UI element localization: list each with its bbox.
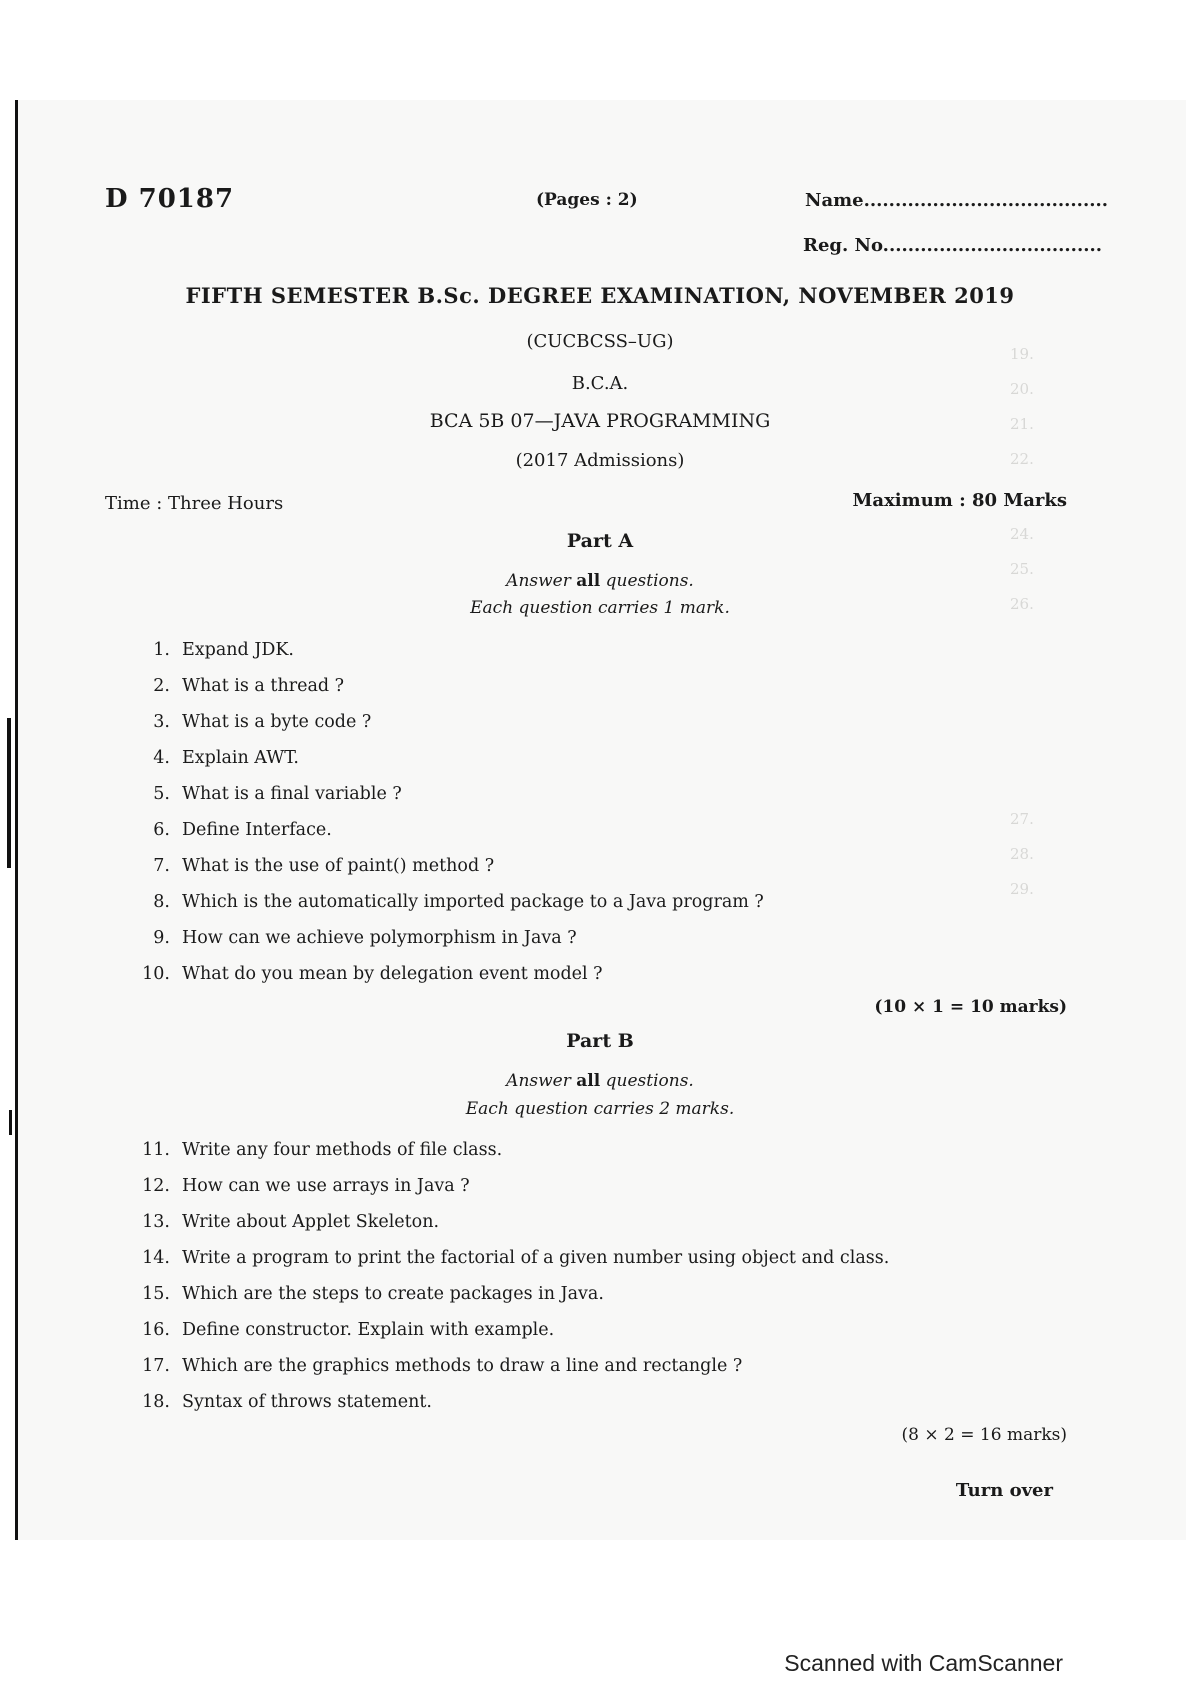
scan-edge-line [15,100,18,1540]
question [120,1140,502,1160]
question-text: Expand JDK. [182,640,294,660]
question-text: How can we achieve polymorphism in Java ? [182,928,577,948]
question [120,712,371,732]
maximum-marks: Maximum : 80 Marks [852,490,1067,511]
question [120,1248,889,1268]
question-number: 1. [153,640,170,660]
name-field: Name....................................... [805,190,1109,211]
admissions: (2017 Admissions) [515,450,685,471]
page-count: (Pages : 2) [536,190,638,210]
question-text: Syntax of throws statement. [182,1392,432,1412]
question-text: Write any four methods of file class. [182,1140,503,1160]
instruction-questions: questions. [605,1071,694,1091]
question-number: 5. [153,784,170,804]
question [120,1320,554,1340]
part-b-instruction [0,1071,1200,1091]
instruction-questions: questions. [605,571,694,591]
question [120,1284,604,1304]
part-a-instruction [0,571,1200,591]
question-text: What is the use of paint() method ? [182,856,495,876]
instruction-all: all [576,1071,601,1091]
instruction-answer: Answer [506,571,571,591]
question-number: 4. [153,748,170,768]
question-number: 18. [142,1392,170,1412]
question-number: 14. [142,1248,170,1268]
question-number: 6. [153,820,170,840]
part-a-title: Part A [566,530,634,552]
question [120,1176,470,1196]
question-number: 16. [142,1320,170,1340]
question-number: 15. [142,1284,170,1304]
question [120,748,299,768]
question-number: 9. [153,928,170,948]
question [120,892,764,912]
reg-no-field: Reg. No................................... [803,235,1103,256]
question-text: Explain AWT. [182,748,299,768]
question [120,928,577,948]
course-title: BCA 5B 07—JAVA PROGRAMMING [429,410,771,432]
question-text: How can we use arrays in Java ? [182,1176,470,1196]
part-a-marks-note: Each question carries 1 mark. [470,598,730,618]
part-b-title: Part B [566,1030,634,1052]
part-a-marks-total: (10 × 1 = 10 marks) [874,997,1067,1017]
question-number: 12. [142,1176,170,1196]
question-number: 7. [153,856,170,876]
question [120,1212,439,1232]
question-number: 10. [142,964,170,984]
question [120,676,344,696]
instruction-answer: Answer [506,1071,571,1091]
question [120,784,402,804]
question-number: 17. [142,1356,170,1376]
question-number: 11. [142,1140,170,1160]
question [120,964,603,984]
question-text: Define constructor. Explain with example. [182,1320,555,1340]
degree: B.C.A. [571,373,629,394]
question-text: What is a thread ? [182,676,345,696]
question-text: Which are the steps to create packages in Java. [182,1284,604,1304]
scan-edge-mark [7,718,11,868]
question-text: What is a final variable ? [182,784,402,804]
time-allowed: Time : Three Hours [105,493,284,514]
question-text: Which is the automatically imported package to a Java program ? [182,892,764,912]
instruction-all: all [576,571,601,591]
question-text: What do you mean by delegation event model ? [182,964,603,984]
camscanner-watermark: Scanned with CamScanner [784,1650,1063,1676]
exam-title: FIFTH SEMESTER B.Sc. DEGREE EXAMINATION, NOVEMBER 2019 [185,283,1015,308]
question-number: 13. [142,1212,170,1232]
question [120,1356,742,1376]
question-text: Write a program to print the factorial of a given number using object and class. [182,1248,890,1268]
question-text: Write about Applet Skeleton. [182,1212,440,1232]
part-b-marks-total: (8 × 2 = 16 marks) [901,1425,1067,1445]
part-b-marks-note: Each question carries 2 marks. [465,1099,735,1119]
question-number: 8. [153,892,170,912]
question-text: Which are the graphics methods to draw a line and rectangle ? [182,1356,743,1376]
scheme: (CUCBCSS–UG) [526,331,674,352]
turn-over-note: Turn over [955,1480,1053,1501]
question-number: 3. [153,712,170,732]
question-number: 2. [153,676,170,696]
question-text: What is a byte code ? [182,712,372,732]
question [120,640,294,660]
question [120,820,332,840]
question-text: Define Interface. [182,820,332,840]
question [120,856,494,876]
question [120,1392,432,1412]
paper-code: D 70187 [105,184,235,214]
